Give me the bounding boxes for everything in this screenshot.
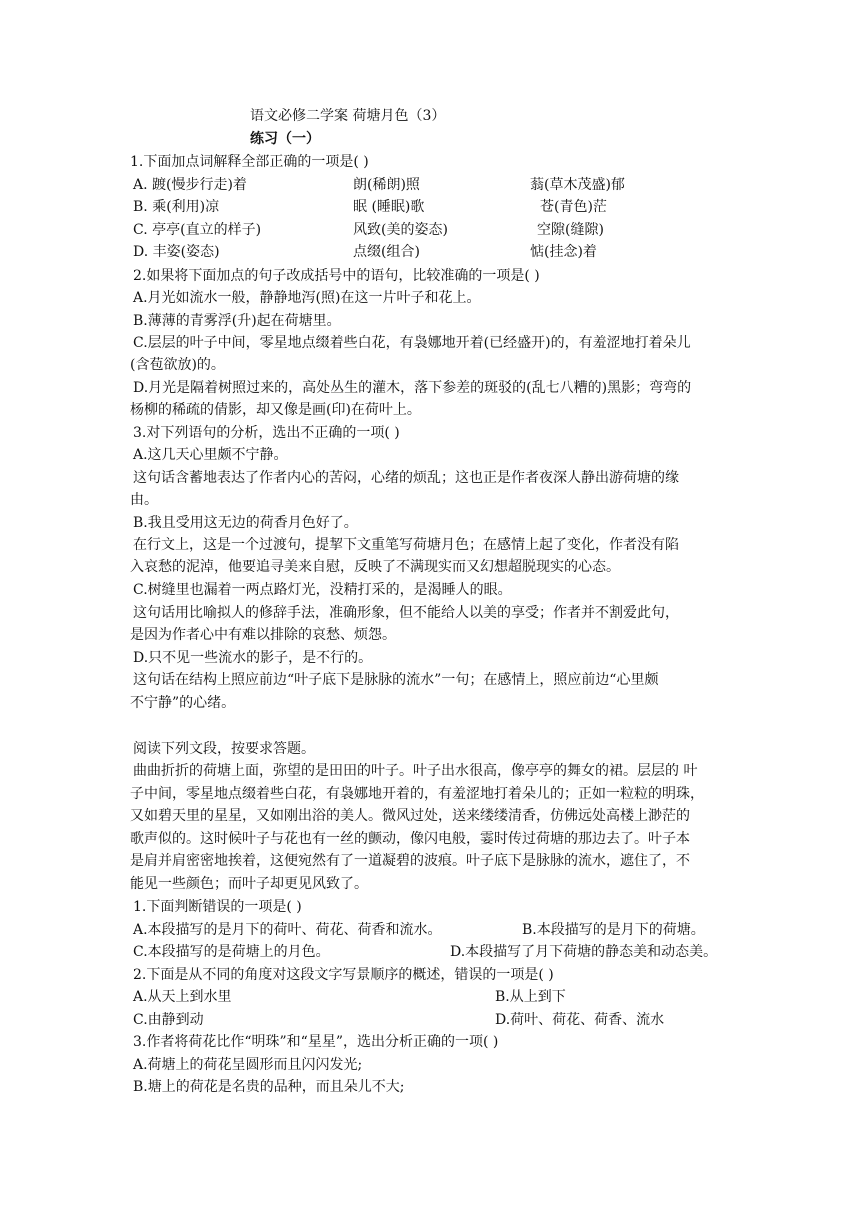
passage-line-3: 又如碧天里的星星，又如刚出浴的美人。微风过处，送来缕缕清香，仿佛远处高楼上渺茫的 (130, 808, 690, 824)
q1-option-d-2: 点缀(组合) (353, 244, 420, 260)
q1-option-d-3: 惦(挂念)着 (530, 244, 597, 260)
q1-option-b-2: 眠 (睡眠)歌 (353, 199, 425, 215)
s2-q2-stem: 2.下面是从不同的角度对这段文字写景顺序的概述，错误的一项是( ) (133, 967, 554, 983)
s2-q3-option-b: B.塘上的荷花是名贵的品种，而且朵儿不大; (133, 1079, 405, 1095)
document-subtitle: 练习（一） (250, 131, 320, 147)
s2-q2-option-c: C.由静到动 (133, 1012, 204, 1028)
q3-option-a: A.这几天心里颇不宁静。 (133, 447, 288, 463)
s2-q2-option-b: B.从上到下 (495, 989, 566, 1005)
q2-option-d-line1: D.月光是隔着树照过来的，高处丛生的灌木，落下参差的斑驳的(乱七八糟的)黑影；弯弯的 (133, 380, 692, 396)
document-title: 语文必修二学案 荷塘月色（3） (250, 108, 446, 124)
q3-option-d-note-1: 这句话在结构上照应前边“叶子底下是脉脉的流水”一句；在感情上，照应前边“心里颇 (133, 672, 659, 688)
passage-line-5: 是肩并肩密密地挨着，这便宛然有了一道凝碧的波痕。叶子底下是脉脉的流水，遮住了，不 (130, 853, 690, 869)
q2-option-c-line2: (含苞欲放)的。 (130, 357, 225, 373)
s2-q1-option-c: C.本段描写的是荷塘上的月色。 (133, 944, 330, 960)
q3-option-b-note-2: 入哀愁的泥淖，他要追寻美来自慰，反映了不满现实而又幻想超脱现实的心态。 (130, 559, 620, 575)
s2-q3-option-a: A.荷塘上的荷花呈圆形而且闪闪发光; (133, 1057, 363, 1073)
q3-option-c: C.树缝里也漏着一两点路灯光，没精打采的，是渴睡人的眼。 (133, 582, 512, 598)
q1-option-a-1: A. 踱(慢步行走)着 (133, 177, 247, 193)
s2-q1-option-d: D.本段描写了月下荷塘的静态美和动态美。 (450, 944, 718, 960)
s2-q3-stem: 3.作者将荷花比作“明珠”和“星星”，选出分析正确的一项( ) (133, 1034, 499, 1050)
reading-intro: 阅读下列文段，按要求答题。 (133, 741, 315, 757)
q1-option-b-3: 苍(青色)茫 (540, 199, 607, 215)
q1-option-a-3: 蓊(草木茂盛)郁 (530, 177, 625, 193)
q1-option-c-1: C. 亭亭(直立的样子) (133, 222, 262, 238)
q2-option-a: A.月光如流水一般，静静地泻(照)在这一片叶子和花上。 (133, 290, 481, 306)
s2-q1-option-b: B.本段描写的是月下的荷塘。 (522, 922, 705, 938)
q3-option-a-note-1: 这句话含蓄地表达了作者内心的苦闷，心绪的烦乱；这也正是作者夜深人静出游荷塘的缘 (133, 470, 679, 486)
q2-option-d-line2: 杨柳的稀疏的倩影，却又像是画(印)在荷叶上。 (130, 402, 421, 418)
q2-stem: 2.如果将下面加点的句子改成括号中的语句，比较准确的一项是( ) (133, 268, 540, 284)
s2-q2-option-d: D.荷叶、荷花、荷香、流水 (495, 1012, 665, 1028)
q3-option-c-note-2: 是因为作者心中有难以排除的哀愁、烦怨。 (130, 627, 396, 643)
q1-option-b-1: B. 乘(利用)凉 (133, 199, 220, 215)
s2-q2-option-a: A.从天上到水里 (133, 989, 232, 1005)
q3-option-b-note-1: 在行文上，这是一个过渡句，提挈下文重笔写荷塘月色；在感情上起了变化，作者没有陷 (133, 537, 679, 553)
q2-option-c-line1: C.层层的叶子中间，零星地点缀着些白花，有袅娜地开着(已经盛开)的，有羞涩地打着朵儿 (133, 335, 691, 351)
q3-stem: 3.对下列语句的分析，选出不正确的一项( ) (133, 425, 400, 441)
q3-option-c-note-1: 这句话用比喻拟人的修辞手法，准确形象，但不能给人以美的享受；作者并不割爱此句， (133, 605, 679, 621)
q1-option-c-2: 风致(美的姿态) (353, 222, 448, 238)
q1-option-a-2: 朗(稀朗)照 (353, 177, 420, 193)
q1-option-d-1: D. 丰姿(姿态) (133, 244, 220, 260)
q1-option-c-3: 空隙(缝隙) (537, 222, 604, 238)
q3-option-d-note-2: 不宁静”的心绪。 (130, 695, 236, 711)
s2-q1-option-a: A.本段描写的是月下的荷叶、荷花、荷香和流水。 (133, 922, 442, 938)
passage-line-4: 歌声似的。这时候叶子与花也有一丝的颤动，像闪电般，霎时传过荷塘的那边去了。叶子本 (130, 831, 690, 847)
q3-option-a-note-2: 由。 (130, 492, 158, 508)
passage-line-6: 能见一些颜色；而叶子却更见风致了。 (130, 876, 368, 892)
q3-option-b: B.我且受用这无边的荷香月色好了。 (133, 515, 358, 531)
passage-line-2: 子中间，零星地点缀着些白花，有袅娜地开着的，有羞涩地打着朵儿的；正如一粒粒的明珠， (130, 786, 704, 802)
s2-q1-stem: 1.下面判断错误的一项是( ) (133, 899, 302, 915)
q3-option-d: D.只不见一些流水的影子，是不行的。 (133, 650, 373, 666)
q1-stem: 1.下面加点词解释全部正确的一项是( ) (130, 154, 369, 170)
passage-line-1: 曲曲折折的荷塘上面，弥望的是田田的叶子。叶子出水很高，像亭亭的舞女的裙。层层的 叶 (133, 763, 698, 779)
q2-option-b: B.薄薄的青雾浮(升)起在荷塘里。 (133, 313, 341, 329)
